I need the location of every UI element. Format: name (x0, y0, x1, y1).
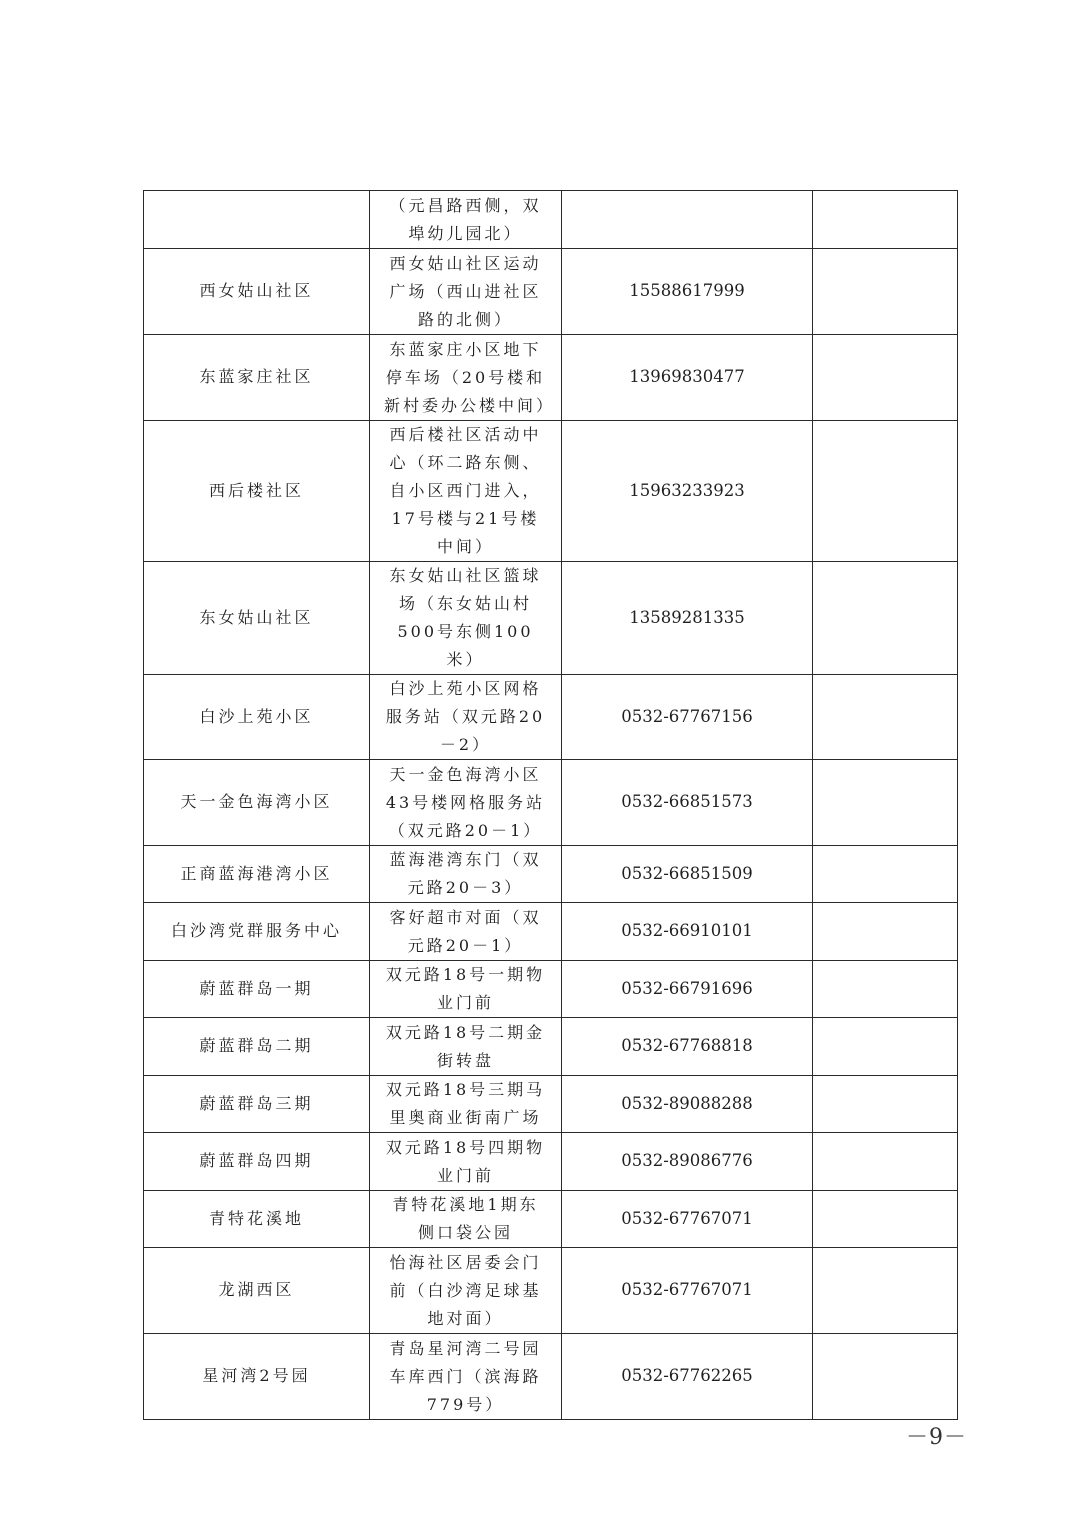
note-cell (813, 846, 958, 903)
note-cell (813, 903, 958, 961)
community-name: 蔚蓝群岛二期 (144, 1018, 370, 1076)
contact-phone: 0532-66851509 (562, 846, 813, 903)
contact-phone: 13969830477 (562, 335, 813, 421)
note-cell (813, 562, 958, 675)
note-cell (813, 1133, 958, 1191)
note-cell (813, 421, 958, 562)
site-address: 客好超市对面（双元路20－1） (370, 903, 562, 961)
site-address: 蓝海港湾东门（双元路20－3） (370, 846, 562, 903)
community-name: 天一金色海湾小区 (144, 760, 370, 846)
site-address: 双元路18号四期物业门前 (370, 1133, 562, 1191)
table-row (144, 846, 958, 903)
contact-phone (562, 191, 813, 249)
table-row (144, 961, 958, 1018)
community-name (144, 191, 370, 249)
note-cell (813, 1076, 958, 1133)
site-address: 怡海社区居委会门前（白沙湾足球基地对面） (370, 1248, 562, 1334)
site-address: 双元路18号三期马里奥商业街南广场 (370, 1076, 562, 1133)
table-row (144, 1248, 958, 1334)
contact-phone: 0532-89086776 (562, 1133, 813, 1191)
site-address: 青特花溪地1期东侧口袋公园 (370, 1191, 562, 1248)
table-row (144, 1334, 958, 1420)
community-name: 蔚蓝群岛一期 (144, 961, 370, 1018)
contact-phone: 0532-67767156 (562, 675, 813, 760)
table-row (144, 760, 958, 846)
site-address: 白沙上苑小区网格服务站（双元路20－2） (370, 675, 562, 760)
note-cell (813, 961, 958, 1018)
community-name: 蔚蓝群岛三期 (144, 1076, 370, 1133)
note-cell (813, 1334, 958, 1420)
contact-phone: 15963233923 (562, 421, 813, 562)
contact-phone: 15588617999 (562, 249, 813, 335)
community-name: 龙湖西区 (144, 1248, 370, 1334)
community-name: 青特花溪地 (144, 1191, 370, 1248)
contact-phone: 0532-67767071 (562, 1248, 813, 1334)
note-cell (813, 249, 958, 335)
table-row (144, 335, 958, 421)
table-row (144, 1133, 958, 1191)
page-number: －9－ (906, 1425, 967, 1450)
site-address: （元昌路西侧，双埠幼儿园北） (370, 191, 562, 249)
table-row (144, 1018, 958, 1076)
table-row (144, 1076, 958, 1133)
note-cell (813, 675, 958, 760)
site-address: 西后楼社区活动中心（环二路东侧、自小区西门进入，17号楼与21号楼中间） (370, 421, 562, 562)
contact-phone: 0532-66791696 (562, 961, 813, 1018)
note-cell (813, 335, 958, 421)
community-name: 星河湾2号园 (144, 1334, 370, 1420)
site-address: 青岛星河湾二号园车库西门（滨海路779号） (370, 1334, 562, 1420)
community-name: 白沙湾党群服务中心 (144, 903, 370, 961)
contact-phone: 0532-66851573 (562, 760, 813, 846)
table-row (144, 562, 958, 675)
community-name: 西后楼社区 (144, 421, 370, 562)
contact-phone: 0532-67768818 (562, 1018, 813, 1076)
note-cell (813, 1018, 958, 1076)
contact-phone: 0532-89088288 (562, 1076, 813, 1133)
note-cell (813, 1191, 958, 1248)
contact-phone: 0532-67767071 (562, 1191, 813, 1248)
contact-phone: 13589281335 (562, 562, 813, 675)
community-name: 东蓝家庄社区 (144, 335, 370, 421)
site-table (143, 190, 958, 1420)
note-cell (813, 191, 958, 249)
community-name: 东女姑山社区 (144, 562, 370, 675)
site-address: 东女姑山社区篮球场（东女姑山村500号东侧100米） (370, 562, 562, 675)
site-address: 东蓝家庄小区地下停车场（20号楼和新村委办公楼中间） (370, 335, 562, 421)
table-row (144, 191, 958, 249)
community-name: 正商蓝海港湾小区 (144, 846, 370, 903)
community-name: 蔚蓝群岛四期 (144, 1133, 370, 1191)
note-cell (813, 760, 958, 846)
table-row (144, 421, 958, 562)
table-row (144, 675, 958, 760)
site-address: 双元路18号一期物业门前 (370, 961, 562, 1018)
note-cell (813, 1248, 958, 1334)
site-address: 西女姑山社区运动广场（西山进社区路的北侧） (370, 249, 562, 335)
contact-phone: 0532-66910101 (562, 903, 813, 961)
community-name: 白沙上苑小区 (144, 675, 370, 760)
contact-phone: 0532-67762265 (562, 1334, 813, 1420)
community-name: 西女姑山社区 (144, 249, 370, 335)
table-row (144, 1191, 958, 1248)
site-address: 天一金色海湾小区43号楼网格服务站（双元路20－1） (370, 760, 562, 846)
site-address: 双元路18号二期金街转盘 (370, 1018, 562, 1076)
table-row (144, 903, 958, 961)
table-row (144, 249, 958, 335)
